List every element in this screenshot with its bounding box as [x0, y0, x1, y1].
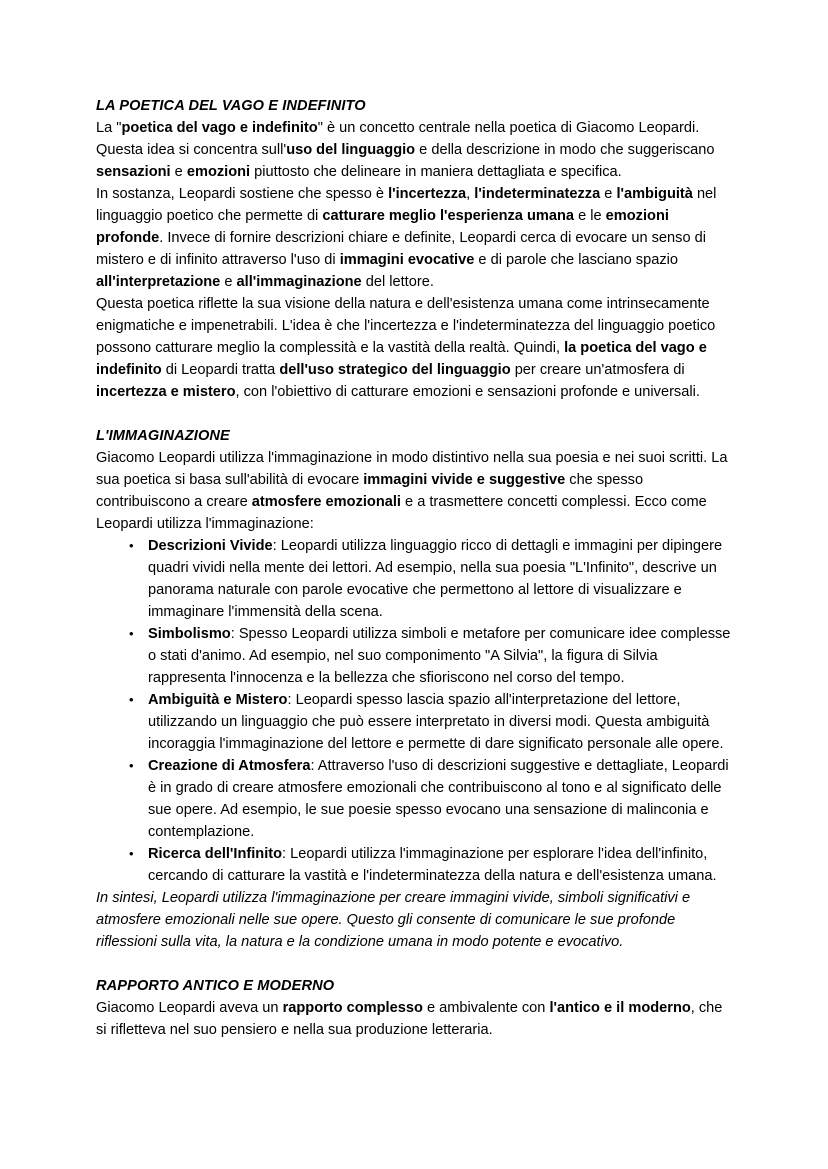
emphasis-text: all'interpretazione: [96, 274, 221, 290]
body-text: del lettore.: [361, 274, 434, 290]
emphasis-text: Ricerca dell'Infinito: [148, 846, 283, 862]
body-text: piuttosto che delineare in maniera dettagliata e specifica.: [250, 164, 622, 180]
list-item-text: [148, 626, 730, 686]
body-text: , che si rifletteva nel suo pensiero e nella sua produzione letteraria.: [96, 1000, 723, 1038]
paragraph-p2: [96, 183, 734, 293]
emphasis-text: incertezza e mistero: [96, 384, 236, 400]
section-spacer: [96, 403, 734, 425]
body-text: In sintesi, Leopardi utilizza l'immaginazione per creare immagini vivide, simboli significativi e atmosfere emozionali nelle sue opere. Questo gli consente di comunicare le sue profonde riflessioni sulla vita, la natura e la condizione umana in modo potente e evocativo.: [96, 890, 691, 950]
emphasis-text: Creazione di Atmosfera: [148, 758, 311, 774]
paragraph-p1: [96, 117, 734, 183]
emphasis-text: poetica del vago e indefinito: [121, 120, 318, 136]
list-item: [96, 843, 734, 887]
bullet-point-icon: •: [129, 758, 134, 773]
emphasis-text: emozioni: [186, 164, 251, 180]
document-body: [96, 95, 734, 1041]
body-text: e: [220, 274, 237, 290]
emphasis-text: sensazioni: [96, 164, 171, 180]
emphasis-text: rapporto complesso: [282, 1000, 423, 1016]
list-item-text: [148, 538, 722, 620]
body-text: : Leopardi utilizza linguaggio ricco di dettagli e immagini per dipingere quadri vividi nella mente dei lettori. Ad esempio, nella sua poesia "L'Infinito", descrive un panorama naturale con parole evocative che permettono al lettore di visualizzare e immaginare l'immensità della scena.: [148, 538, 723, 620]
paragraph-p6: [96, 997, 734, 1041]
list-item: [96, 535, 734, 623]
paragraph-p3: [96, 293, 734, 403]
emphasis-text: l'indeterminatezza: [474, 186, 601, 202]
emphasis-text: emozioni profonde: [96, 208, 669, 246]
emphasis-text: Ambiguità e Mistero: [148, 692, 288, 708]
body-text: e le: [574, 208, 606, 224]
body-text: e di parole che lasciano spazio: [474, 252, 678, 268]
body-text: di Leopardi tratta: [161, 362, 280, 378]
emphasis-text: l'incertezza: [388, 186, 467, 202]
body-text: ,: [466, 186, 475, 202]
section-title-rapporto-antico-moderno: RAPPORTO ANTICO E MODERNO: [96, 978, 335, 994]
emphasis-text: Simbolismo: [148, 626, 231, 642]
bullet-point-icon: •: [129, 846, 134, 861]
body-text: e della descrizione in modo che suggeriscano: [415, 142, 715, 158]
body-text: : Spesso Leopardi utilizza simboli e metafore per comunicare idee complesse o stati d'animo. Ad esempio, nel suo componimento "A Silvia", la figura di Silvia rappresenta l'innocenza e la bellezza che sfioriscono nel corso del tempo.: [148, 626, 731, 686]
body-text: Questa poetica riflette la sua visione della natura e dell'esistenza umana come intrinsecamente enigmatiche e impenetrabili. L'idea è che l'incertezza e l'indeterminatezza del linguaggio poetico possono catturare meglio la complessità e la vastità della realtà. Quindi,: [96, 296, 716, 356]
body-text: e a trasmettere concetti complessi. Ecco come Leopardi utilizza l'immaginazione:: [96, 494, 707, 532]
bullet-point-icon: •: [129, 538, 134, 553]
body-text: " è un concetto centrale nella poetica di Giacomo Leopardi. Questa idea si concentra sull': [96, 120, 700, 158]
section-title-poetica-vago: LA POETICA DEL VAGO E INDEFINITO: [96, 98, 366, 114]
section-title-immaginazione: L'IMMAGINAZIONE: [96, 428, 230, 444]
body-text: che spesso contribuiscono a creare: [96, 472, 644, 510]
body-text: : Leopardi spesso lascia spazio all'interpretazione del lettore, utilizzando un linguaggio che può essere interpretato in diversi modi. Questa ambiguità incoraggia l'immaginazione del lettore e permette di dare significato personale alle opere.: [148, 692, 724, 752]
body-text: nel linguaggio poetico che permette di: [96, 186, 717, 224]
body-text: In sostanza, Leopardi sostiene che spesso è: [96, 186, 389, 202]
list-item: [96, 689, 734, 755]
emphasis-text: atmosfere emozionali: [251, 494, 401, 510]
list-item-text: [148, 758, 729, 840]
emphasis-text: uso del linguaggio: [286, 142, 416, 158]
paragraph-p5: [96, 887, 734, 953]
bullet-point-icon: •: [129, 692, 134, 707]
list-item: [96, 755, 734, 843]
list-item: [96, 623, 734, 689]
body-text: per creare un'atmosfera di: [510, 362, 685, 378]
emphasis-text: l'antico e il moderno: [549, 1000, 691, 1016]
emphasis-text: la poetica del vago e indefinito: [96, 340, 707, 378]
body-text: : Attraverso l'uso di descrizioni suggestive e dettagliate, Leopardi è in grado di creare atmosfere emozionali che contribuiscono al tono e al significato delle sue opere. Ad esempio, le sue poesie spesso evocano una sensazione di malinconia e contemplazione.: [148, 758, 729, 840]
list-item-text: [148, 692, 724, 752]
section-spacer: [96, 953, 734, 975]
body-text: e: [600, 186, 617, 202]
body-text: Giacomo Leopardi utilizza l'immaginazione in modo distintivo nella sua poesia e nei suoi scritti. La sua poetica si basa sull'abilità di evocare: [96, 450, 728, 488]
emphasis-text: all'immaginazione: [236, 274, 362, 290]
body-text: , con l'obiettivo di catturare emozioni e sensazioni profonde e universali.: [235, 384, 700, 400]
list-item-text: [148, 846, 717, 884]
body-text: La ": [96, 120, 122, 136]
emphasis-text: immagini evocative: [339, 252, 475, 268]
body-text: e: [170, 164, 187, 180]
paragraph-p4: [96, 447, 734, 535]
emphasis-text: Descrizioni Vivide: [148, 538, 273, 554]
bullet-list-immaginazione: [96, 535, 734, 887]
body-text: : Leopardi utilizza l'immaginazione per esplorare l'idea dell'infinito, cercando di catturare la vastità e l'indeterminatezza della natura e dell'esistenza umana.: [148, 846, 717, 884]
emphasis-text: immagini vivide e suggestive: [363, 472, 566, 488]
bullet-point-icon: •: [129, 626, 134, 641]
body-text: Giacomo Leopardi aveva un: [96, 1000, 283, 1016]
emphasis-text: l'ambiguità: [616, 186, 693, 202]
emphasis-text: catturare meglio l'esperienza umana: [322, 208, 575, 224]
body-text: e ambivalente con: [422, 1000, 550, 1016]
emphasis-text: dell'uso strategico del linguaggio: [279, 362, 511, 378]
body-text: . Invece di fornire descrizioni chiare e definite, Leopardi cerca di evocare un senso di mistero e di infinito attraverso l'uso di: [96, 230, 706, 268]
